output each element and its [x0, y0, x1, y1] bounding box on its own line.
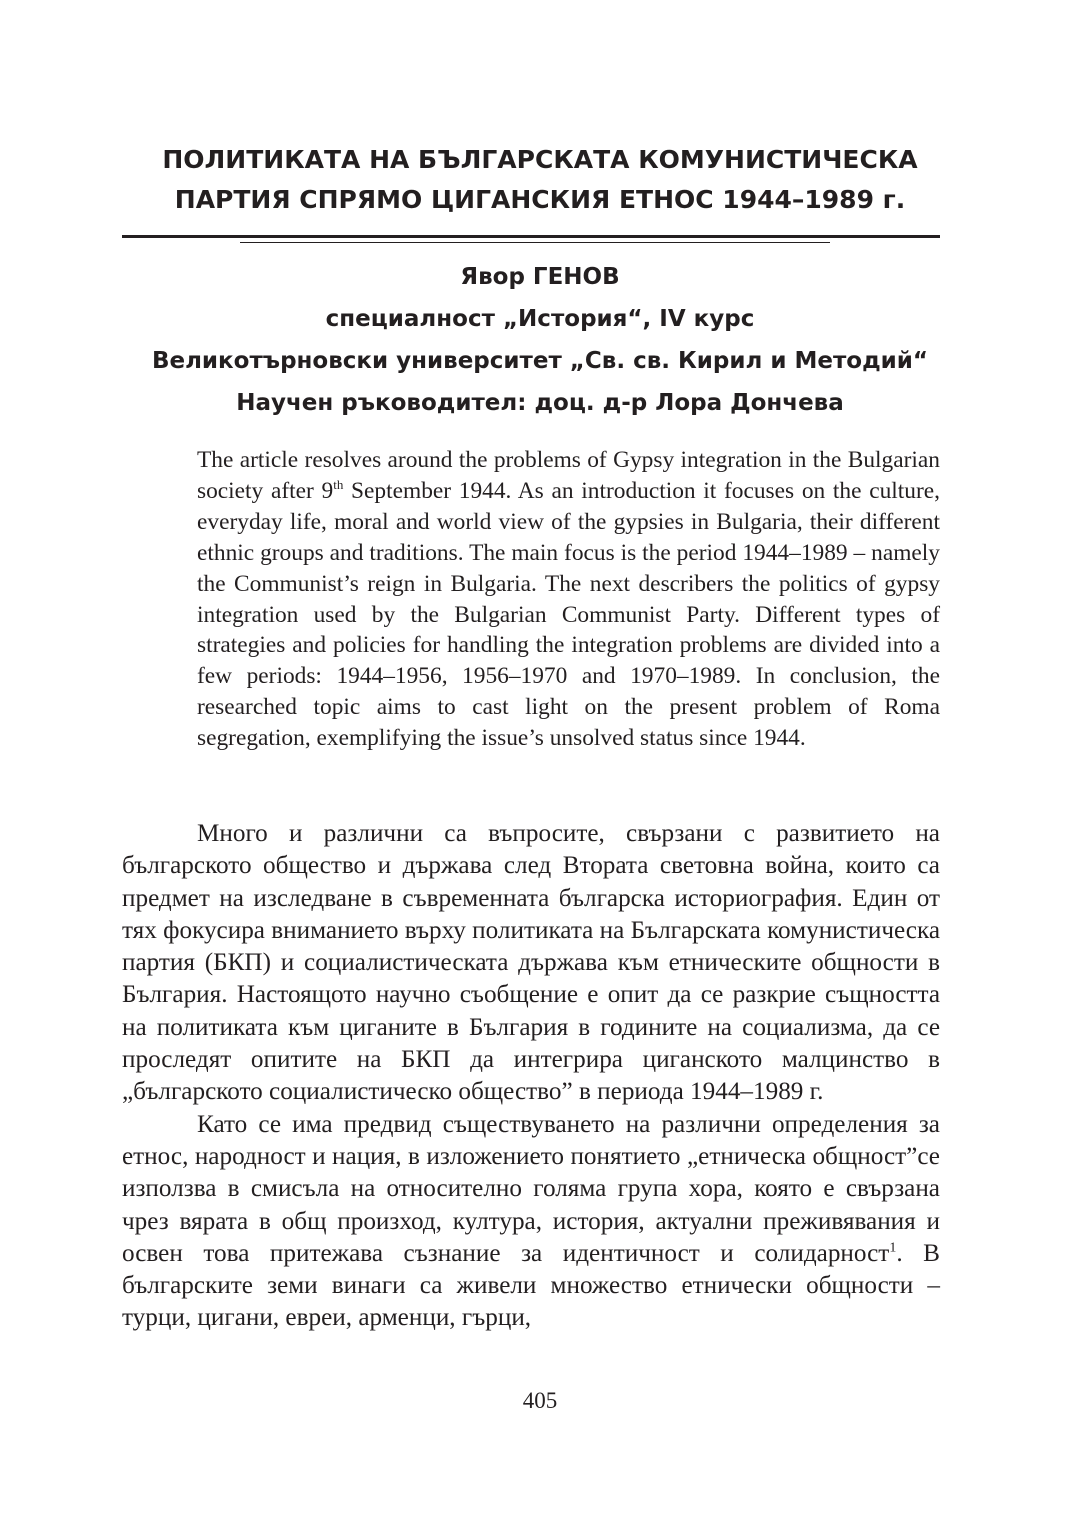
author-block: [100, 256, 980, 424]
body-paragraph-2-text-2: . В българските земи винаги са живели множество етнически общности – турци, цигани, евреи, арменци, гърци,: [122, 1239, 940, 1332]
author-university: Великотърновски университет „Св. св. Кирил и Методий“: [151, 348, 929, 374]
title-line-1: ПОЛИТИКАТА НА БЪЛГАРСКАТА КОМУНИСТИЧЕСКА: [162, 145, 918, 174]
body-paragraph-2-text-1: Като се има предвид съществуването на различни определения за етнос, народност и нация, в изложението понятието „етническа общност”се използва в смисъла на относително голяма група хора, която е свързана чрез вярата в общ произход, култура, история, актуални преживявания и освен това притежава съзнание за идентичност и солидарност: [122, 1110, 940, 1267]
footnote-reference: 1: [889, 1240, 897, 1256]
abstract: [197, 445, 940, 754]
title-line-2: ПАРТИЯ СПРЯМО ЦИГАНСКИЯ ЕТНОС 1944–1989 г.: [174, 185, 906, 214]
body-text: [122, 818, 940, 1335]
author-name: Явор ГЕНОВ: [460, 264, 620, 290]
abstract-text-1: The article resolves around the problems of Gypsy integration in the Bulgarian society after 9: [197, 447, 940, 504]
author-supervisor: Научен ръководител: доц. д-р Лора Дончева: [236, 390, 844, 416]
abstract-text-2: September 1944. As an introduction it focuses on the culture, everyday life, moral and world view of the gypsies in Bulgaria, their different ethnic groups and traditions. The main focus is the period 1944–1989 – namely the Communist’s reign in Bulgaria. The next describers the politics of gypsy integration used by the Bulgarian Communist Party. Different types of strategies and policies for handling the integration problems are divided into a few periods: 1944–1956, 1956–1970 and 1970–1989. In conclusion, the researched topic aims to cast light on the present problem of Roma segregation, exemplifying the issue’s unsolved status since 1944.: [197, 477, 940, 752]
body-paragraph-1: Много и различни са въпросите, свързани с развитието на българското общество и държава след Втората световна война, които са предмет на изследване в съвременната българска историография. Един от тях фокусира вниманието върху политиката на Българската комунистическа партия (БКП) и социалистическата държава към етническите общности в България. Настоящото научно съобщение е опит да се разкрие същността на политиката към циганите в България в годините на социализма, да се проследят опитите на БКП да интегрира циганското малцинство в „българското социалистическо общество” в периода 1944–1989 г.: [122, 820, 941, 1106]
title-rule-thin: [240, 242, 830, 243]
article-title: [100, 140, 980, 220]
page-number: 405: [522, 1388, 558, 1413]
author-specialty: специалност „История“, IV курс: [325, 306, 755, 332]
abstract-superscript: th: [333, 477, 344, 493]
body-paragraph-2: [122, 1109, 940, 1335]
title-rule-thick: [122, 235, 940, 238]
